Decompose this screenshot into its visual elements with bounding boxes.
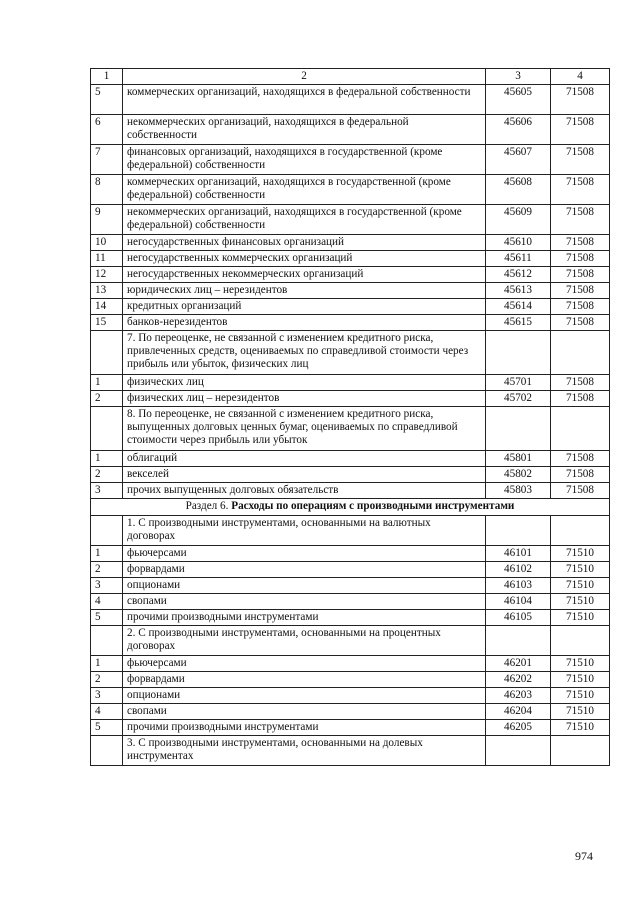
section-title: Расходы по операциям с производными инструментами bbox=[231, 500, 515, 512]
account-number-cell bbox=[486, 407, 551, 451]
table-row bbox=[91, 562, 610, 578]
table-row bbox=[91, 720, 610, 736]
row-number-cell: 1 bbox=[91, 546, 123, 562]
symbol-cell: 71510 bbox=[551, 546, 610, 562]
section-prefix: Раздел 6. bbox=[185, 500, 232, 512]
table-row bbox=[91, 578, 610, 594]
table-row bbox=[91, 467, 610, 483]
symbol-cell: 71510 bbox=[551, 688, 610, 704]
table-row bbox=[91, 391, 610, 407]
symbol-cell: 71508 bbox=[551, 267, 610, 283]
row-number-cell bbox=[91, 407, 123, 451]
account-number-cell bbox=[486, 331, 551, 375]
group-heading-row bbox=[91, 626, 610, 656]
account-number-cell: 45610 bbox=[486, 235, 551, 251]
description-cell: негосударственных некоммерческих организаций bbox=[123, 267, 486, 283]
description-cell: негосударственных финансовых организаций bbox=[123, 235, 486, 251]
symbol-cell bbox=[551, 407, 610, 451]
row-number-cell: 3 bbox=[91, 483, 123, 499]
row-number-cell: 8 bbox=[91, 175, 123, 205]
section-header-cell bbox=[91, 499, 610, 516]
group-heading-row bbox=[91, 516, 610, 546]
description-cell: форвардами bbox=[123, 562, 486, 578]
symbol-cell: 71510 bbox=[551, 562, 610, 578]
description-cell: некоммерческих организаций, находящихся в федеральной собственности bbox=[123, 115, 486, 145]
table-row bbox=[91, 546, 610, 562]
group-heading-text: 7. По переоценке, не связанной с изменением кредитного риска, привлеченных средств, оцениваемых по справедливой стоимости через прибыль или убыток, физических лиц bbox=[123, 331, 486, 375]
row-number-cell: 12 bbox=[91, 267, 123, 283]
symbol-cell: 71508 bbox=[551, 251, 610, 267]
row-number-cell bbox=[91, 331, 123, 375]
description-cell: физических лиц – нерезидентов bbox=[123, 391, 486, 407]
account-number-cell: 46201 bbox=[486, 656, 551, 672]
account-number-cell bbox=[486, 626, 551, 656]
symbol-cell: 71508 bbox=[551, 175, 610, 205]
row-number-cell: 2 bbox=[91, 467, 123, 483]
table-row bbox=[91, 610, 610, 626]
symbol-cell: 71508 bbox=[551, 235, 610, 251]
accounts-table bbox=[90, 68, 610, 766]
table-row bbox=[91, 85, 610, 115]
group-heading-row bbox=[91, 407, 610, 451]
row-number-cell: 1 bbox=[91, 375, 123, 391]
account-number-cell: 45608 bbox=[486, 175, 551, 205]
table-row bbox=[91, 251, 610, 267]
row-number-cell bbox=[91, 626, 123, 656]
row-number-cell: 5 bbox=[91, 720, 123, 736]
symbol-cell: 71510 bbox=[551, 704, 610, 720]
table-row bbox=[91, 115, 610, 145]
description-cell: прочими производными инструментами bbox=[123, 610, 486, 626]
row-number-cell: 5 bbox=[91, 610, 123, 626]
row-number-cell: 11 bbox=[91, 251, 123, 267]
table-row bbox=[91, 175, 610, 205]
account-number-cell: 45801 bbox=[486, 451, 551, 467]
account-number-cell: 45612 bbox=[486, 267, 551, 283]
table-row bbox=[91, 672, 610, 688]
column-number-cell: 4 bbox=[551, 69, 610, 85]
description-cell: банков-нерезидентов bbox=[123, 315, 486, 331]
symbol-cell: 71508 bbox=[551, 467, 610, 483]
row-number-cell: 14 bbox=[91, 299, 123, 315]
symbol-cell: 71508 bbox=[551, 315, 610, 331]
symbol-cell: 71510 bbox=[551, 656, 610, 672]
symbol-cell bbox=[551, 736, 610, 766]
description-cell: кредитных организаций bbox=[123, 299, 486, 315]
account-number-cell: 45609 bbox=[486, 205, 551, 235]
column-number-cell: 3 bbox=[486, 69, 551, 85]
table-row bbox=[91, 283, 610, 299]
group-heading-row bbox=[91, 736, 610, 766]
column-number-cell: 2 bbox=[123, 69, 486, 85]
description-cell: прочими производными инструментами bbox=[123, 720, 486, 736]
account-number-cell: 45611 bbox=[486, 251, 551, 267]
account-number-cell: 46104 bbox=[486, 594, 551, 610]
symbol-cell bbox=[551, 516, 610, 546]
table-row bbox=[91, 451, 610, 467]
accounts-table-body bbox=[91, 69, 610, 766]
group-heading-text: 1. С производными инструментами, основанными на валютных договорах bbox=[123, 516, 486, 546]
description-cell: юридических лиц – нерезидентов bbox=[123, 283, 486, 299]
row-number-cell: 3 bbox=[91, 688, 123, 704]
account-number-cell: 45607 bbox=[486, 145, 551, 175]
account-number-cell: 45802 bbox=[486, 467, 551, 483]
table-row bbox=[91, 235, 610, 251]
account-number-cell: 45614 bbox=[486, 299, 551, 315]
symbol-cell: 71510 bbox=[551, 610, 610, 626]
account-number-cell: 46202 bbox=[486, 672, 551, 688]
symbol-cell: 71508 bbox=[551, 205, 610, 235]
account-number-cell: 46103 bbox=[486, 578, 551, 594]
symbol-cell: 71510 bbox=[551, 594, 610, 610]
row-number-cell: 13 bbox=[91, 283, 123, 299]
account-number-cell: 45605 bbox=[486, 85, 551, 115]
row-number-cell bbox=[91, 516, 123, 546]
group-heading-text: 2. С производными инструментами, основанными на процентных договорах bbox=[123, 626, 486, 656]
account-number-cell: 45803 bbox=[486, 483, 551, 499]
table-row bbox=[91, 704, 610, 720]
account-number-cell bbox=[486, 736, 551, 766]
account-number-cell: 46204 bbox=[486, 704, 551, 720]
row-number-cell: 9 bbox=[91, 205, 123, 235]
symbol-cell bbox=[551, 331, 610, 375]
table-row bbox=[91, 145, 610, 175]
table-row bbox=[91, 299, 610, 315]
row-number-cell: 4 bbox=[91, 594, 123, 610]
account-number-cell: 46205 bbox=[486, 720, 551, 736]
description-cell: опционами bbox=[123, 688, 486, 704]
account-number-cell: 46102 bbox=[486, 562, 551, 578]
group-heading-row bbox=[91, 331, 610, 375]
symbol-cell: 71508 bbox=[551, 115, 610, 145]
symbol-cell: 71508 bbox=[551, 283, 610, 299]
symbol-cell bbox=[551, 626, 610, 656]
description-cell: прочих выпущенных долговых обязательств bbox=[123, 483, 486, 499]
section-header-row bbox=[91, 499, 610, 516]
row-number-cell: 2 bbox=[91, 562, 123, 578]
description-cell: облигаций bbox=[123, 451, 486, 467]
account-number-cell bbox=[486, 516, 551, 546]
account-number-cell: 46101 bbox=[486, 546, 551, 562]
description-cell: свопами bbox=[123, 704, 486, 720]
column-number-cell: 1 bbox=[91, 69, 123, 85]
description-cell: свопами bbox=[123, 594, 486, 610]
row-number-cell: 1 bbox=[91, 656, 123, 672]
row-number-cell: 2 bbox=[91, 672, 123, 688]
account-number-cell: 45702 bbox=[486, 391, 551, 407]
table-row bbox=[91, 656, 610, 672]
symbol-cell: 71508 bbox=[551, 483, 610, 499]
description-cell: опционами bbox=[123, 578, 486, 594]
description-cell: фьючерсами bbox=[123, 546, 486, 562]
row-number-cell: 15 bbox=[91, 315, 123, 331]
table-row bbox=[91, 483, 610, 499]
description-cell: негосударственных коммерческих организаций bbox=[123, 251, 486, 267]
row-number-cell: 3 bbox=[91, 578, 123, 594]
symbol-cell: 71508 bbox=[551, 145, 610, 175]
table-row bbox=[91, 315, 610, 331]
symbol-cell: 71508 bbox=[551, 85, 610, 115]
table-row bbox=[91, 205, 610, 235]
description-cell: некоммерческих организаций, находящихся в государственной (кроме федеральной) собственности bbox=[123, 205, 486, 235]
group-heading-text: 8. По переоценке, не связанной с изменением кредитного риска, выпущенных долговых ценных бумаг, оцениваемых по справедливой стоимости через прибыль или убыток bbox=[123, 407, 486, 451]
table-row bbox=[91, 688, 610, 704]
symbol-cell: 71508 bbox=[551, 299, 610, 315]
row-number-cell: 5 bbox=[91, 85, 123, 115]
row-number-cell bbox=[91, 736, 123, 766]
row-number-cell: 7 bbox=[91, 145, 123, 175]
row-number-cell: 1 bbox=[91, 451, 123, 467]
description-cell: форвардами bbox=[123, 672, 486, 688]
account-number-cell: 45606 bbox=[486, 115, 551, 145]
row-number-cell: 6 bbox=[91, 115, 123, 145]
symbol-cell: 71508 bbox=[551, 391, 610, 407]
account-number-cell: 46105 bbox=[486, 610, 551, 626]
row-number-cell: 4 bbox=[91, 704, 123, 720]
symbol-cell: 71510 bbox=[551, 672, 610, 688]
description-cell: коммерческих организаций, находящихся в федеральной собственности bbox=[123, 85, 486, 115]
table-row bbox=[91, 267, 610, 283]
description-cell: коммерческих организаций, находящихся в государственной (кроме федеральной) собственности bbox=[123, 175, 486, 205]
symbol-cell: 71508 bbox=[551, 375, 610, 391]
description-cell: финансовых организаций, находящихся в государственной (кроме федеральной) собственности bbox=[123, 145, 486, 175]
account-number-cell: 45613 bbox=[486, 283, 551, 299]
account-number-cell: 45615 bbox=[486, 315, 551, 331]
symbol-cell: 71510 bbox=[551, 720, 610, 736]
group-heading-text: 3. С производными инструментами, основанными на долевых инструментах bbox=[123, 736, 486, 766]
row-number-cell: 10 bbox=[91, 235, 123, 251]
description-cell: векселей bbox=[123, 467, 486, 483]
symbol-cell: 71508 bbox=[551, 451, 610, 467]
symbol-cell: 71510 bbox=[551, 578, 610, 594]
page-number: 974 bbox=[575, 849, 593, 863]
description-cell: физических лиц bbox=[123, 375, 486, 391]
account-number-cell: 46203 bbox=[486, 688, 551, 704]
table-row bbox=[91, 594, 610, 610]
description-cell: фьючерсами bbox=[123, 656, 486, 672]
row-number-cell: 2 bbox=[91, 391, 123, 407]
account-number-cell: 45701 bbox=[486, 375, 551, 391]
table-row bbox=[91, 375, 610, 391]
column-number-row bbox=[91, 69, 610, 85]
